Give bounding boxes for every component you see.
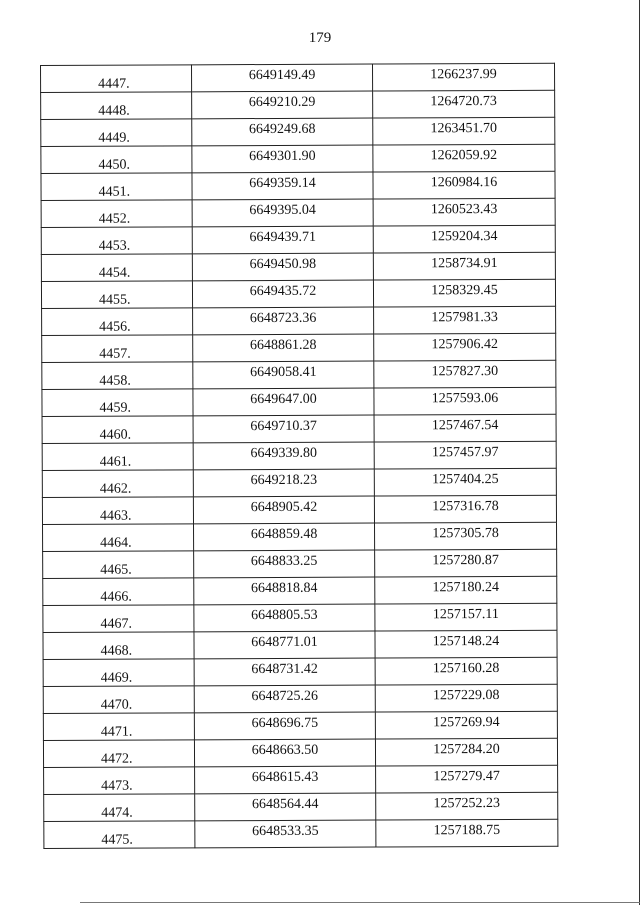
y-coordinate-cell: 1257981.33 (374, 306, 556, 334)
point-number-cell: 4472. (43, 740, 194, 768)
x-coordinate-cell: 6648859.48 (194, 523, 375, 551)
point-number-cell: 4459. (42, 389, 193, 417)
point-number-cell: 4448. (41, 92, 192, 120)
x-coordinate-cell: 6649435.72 (192, 280, 373, 308)
point-number-cell: 4450. (41, 146, 192, 174)
y-coordinate-cell: 1257404.25 (374, 468, 556, 496)
y-coordinate-cell: 1257229.08 (375, 684, 557, 712)
table-row (41, 90, 555, 119)
point-number-cell: 4474. (44, 794, 195, 822)
table-row (41, 279, 555, 308)
point-number-cell: 4447. (41, 65, 192, 93)
coordinates-table-body (41, 63, 558, 848)
x-coordinate-cell: 6649339.80 (193, 442, 374, 470)
table-row (41, 225, 555, 254)
x-coordinate-cell: 6648861.28 (193, 334, 374, 362)
y-coordinate-cell: 1266237.99 (372, 63, 554, 91)
point-number-cell: 4454. (41, 254, 192, 282)
page-number: 179 (308, 30, 332, 46)
point-number-cell: 4460. (42, 416, 193, 444)
point-number-cell: 4470. (43, 686, 194, 714)
table-row (41, 171, 555, 200)
table-row (43, 738, 557, 767)
point-number-cell: 4465. (43, 551, 194, 579)
table-row (41, 144, 555, 173)
point-number-cell: 4462. (42, 470, 193, 498)
table-row (43, 657, 557, 686)
scan-edge-bottom (80, 902, 640, 903)
y-coordinate-cell: 1258329.45 (373, 279, 555, 307)
y-coordinate-cell: 1259204.34 (373, 225, 555, 253)
table-row (43, 522, 557, 551)
point-number-cell: 4456. (42, 308, 193, 336)
point-number-cell: 4449. (41, 119, 192, 147)
y-coordinate-cell: 1257252.23 (376, 792, 558, 820)
table-row (43, 630, 557, 659)
x-coordinate-cell: 6648771.01 (194, 631, 375, 659)
point-number-cell: 4469. (43, 659, 194, 687)
y-coordinate-cell: 1257269.94 (375, 711, 557, 739)
y-coordinate-cell: 1257827.30 (374, 360, 556, 388)
point-number-cell: 4463. (42, 497, 193, 525)
x-coordinate-cell: 6649218.23 (193, 469, 374, 497)
y-coordinate-cell: 1257279.47 (376, 765, 558, 793)
x-coordinate-cell: 6649359.14 (192, 172, 373, 200)
table-row (43, 549, 557, 578)
x-coordinate-cell: 6648818.84 (194, 577, 375, 605)
x-coordinate-cell: 6649058.41 (193, 361, 374, 389)
point-number-cell: 4461. (42, 443, 193, 471)
point-number-cell: 4455. (41, 281, 192, 309)
x-coordinate-cell: 6649249.68 (192, 118, 373, 146)
y-coordinate-cell: 1257148.24 (375, 630, 557, 658)
table-row (42, 306, 556, 335)
table-row (41, 117, 555, 146)
x-coordinate-cell: 6648731.42 (194, 658, 375, 686)
point-number-cell: 4452. (41, 200, 192, 228)
x-coordinate-cell: 6648663.50 (194, 739, 375, 767)
y-coordinate-cell: 1257906.42 (374, 333, 556, 361)
y-coordinate-cell: 1257593.06 (374, 387, 556, 415)
x-coordinate-cell: 6649149.49 (192, 64, 373, 92)
y-coordinate-cell: 1257284.20 (375, 738, 557, 766)
y-coordinate-cell: 1257188.75 (376, 819, 558, 847)
y-coordinate-cell: 1257180.24 (375, 576, 557, 604)
y-coordinate-cell: 1257305.78 (375, 522, 557, 550)
x-coordinate-cell: 6648805.53 (194, 604, 375, 632)
x-coordinate-cell: 6648833.25 (194, 550, 375, 578)
table-row (42, 333, 556, 362)
x-coordinate-cell: 6649210.29 (192, 91, 373, 119)
point-number-cell: 4473. (44, 767, 195, 795)
table-row (43, 711, 557, 740)
y-coordinate-cell: 1264720.73 (373, 90, 555, 118)
y-coordinate-cell: 1262059.92 (373, 144, 555, 172)
table-row (43, 684, 557, 713)
y-coordinate-cell: 1257316.78 (374, 495, 556, 523)
point-number-cell: 4475. (44, 821, 195, 849)
x-coordinate-cell: 6648905.42 (193, 496, 374, 524)
x-coordinate-cell: 6649395.04 (192, 199, 373, 227)
point-number-cell: 4464. (43, 524, 194, 552)
x-coordinate-cell: 6648615.43 (195, 766, 376, 794)
coordinates-table (40, 63, 558, 849)
y-coordinate-cell: 1260984.16 (373, 171, 555, 199)
x-coordinate-cell: 6649710.37 (193, 415, 374, 443)
table-row (44, 765, 558, 794)
table-row (43, 576, 557, 605)
table-row (44, 792, 558, 821)
x-coordinate-cell: 6648564.44 (195, 793, 376, 821)
x-coordinate-cell: 6648723.36 (193, 307, 374, 335)
point-number-cell: 4458. (42, 362, 193, 390)
y-coordinate-cell: 1257160.28 (375, 657, 557, 685)
point-number-cell: 4468. (43, 632, 194, 660)
point-number-cell: 4466. (43, 578, 194, 606)
x-coordinate-cell: 6649301.90 (192, 145, 373, 173)
table-row (44, 819, 558, 848)
table-row (42, 441, 556, 470)
table-row (42, 414, 556, 443)
x-coordinate-cell: 6649647.00 (193, 388, 374, 416)
table-row (41, 63, 555, 92)
y-coordinate-cell: 1257467.54 (374, 414, 556, 442)
x-coordinate-cell: 6648725.26 (194, 685, 375, 713)
point-number-cell: 4451. (41, 173, 192, 201)
table-row (42, 387, 556, 416)
point-number-cell: 4453. (41, 227, 192, 255)
table-row (42, 495, 556, 524)
y-coordinate-cell: 1257457.97 (374, 441, 556, 469)
y-coordinate-cell: 1257157.11 (375, 603, 557, 631)
x-coordinate-cell: 6649439.71 (192, 226, 373, 254)
table-row (42, 360, 556, 389)
x-coordinate-cell: 6648696.75 (194, 712, 375, 740)
x-coordinate-cell: 6649450.98 (192, 253, 373, 281)
y-coordinate-cell: 1260523.43 (373, 198, 555, 226)
y-coordinate-cell: 1258734.91 (373, 252, 555, 280)
y-coordinate-cell: 1257280.87 (375, 549, 557, 577)
table-row (41, 198, 555, 227)
x-coordinate-cell: 6648533.35 (195, 820, 376, 848)
point-number-cell: 4457. (42, 335, 193, 363)
y-coordinate-cell: 1263451.70 (373, 117, 555, 145)
point-number-cell: 4471. (43, 713, 194, 741)
table-row (41, 252, 555, 281)
point-number-cell: 4467. (43, 605, 194, 633)
table-row (43, 603, 557, 632)
table-row (42, 468, 556, 497)
